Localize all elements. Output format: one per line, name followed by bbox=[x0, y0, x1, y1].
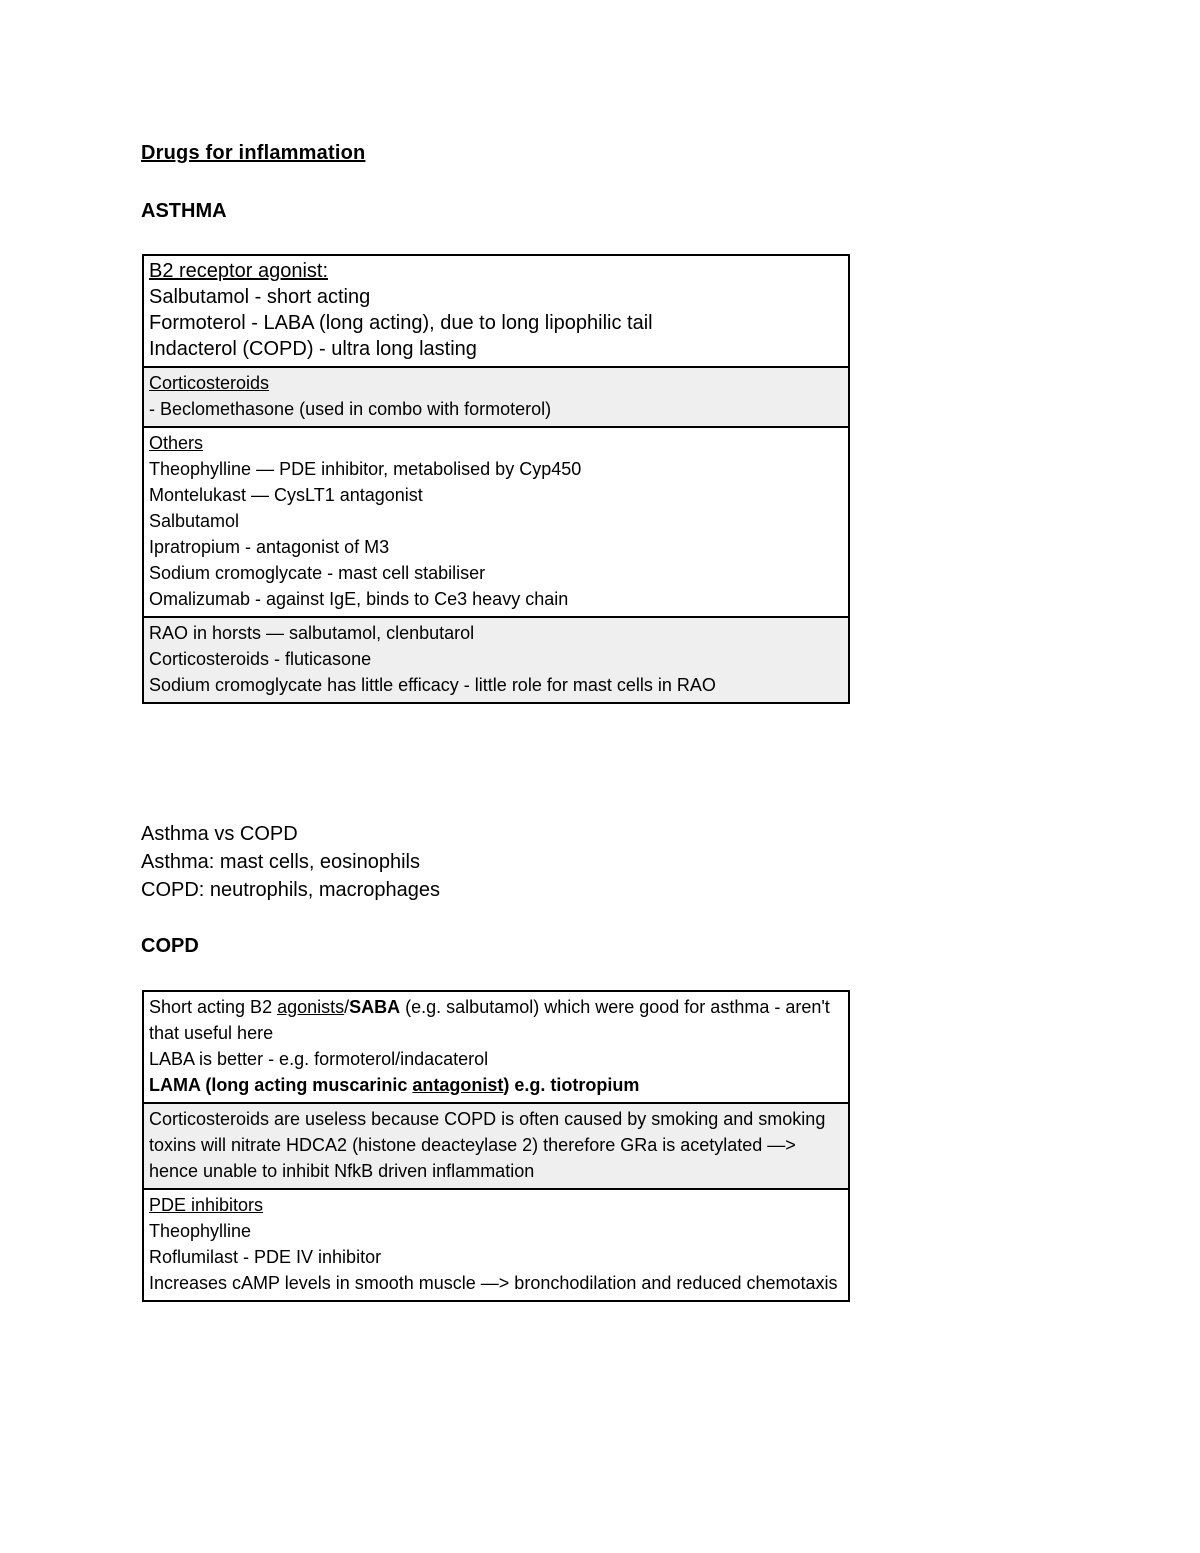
b2-agonist-line: Salbutamol - short acting bbox=[149, 286, 371, 308]
comparison-line: COPD: neutrophils, macrophages bbox=[141, 879, 441, 901]
copd-cell-agonists bbox=[143, 991, 849, 1103]
rao-line: RAO in horsts — salbutamol, clenbutarol bbox=[149, 623, 475, 643]
copd-table bbox=[142, 990, 850, 1302]
agonists-underlined: agonists bbox=[277, 997, 345, 1017]
others-heading: Others bbox=[149, 433, 204, 453]
others-line: Omalizumab - against IgE, binds to Ce3 heavy chain bbox=[149, 589, 569, 609]
rao-line: Corticosteroids - fluticasone bbox=[149, 649, 372, 669]
asthma-row-b2-agonists bbox=[143, 255, 849, 367]
b2-agonist-heading: B2 receptor agonist: bbox=[149, 260, 328, 282]
asthma-cell-corticosteroids bbox=[143, 367, 849, 427]
lama-text-part: ) e.g. tiotropium bbox=[503, 1075, 640, 1095]
corticosteroids-heading: Corticosteroids bbox=[149, 373, 270, 393]
saba-bold: SABA bbox=[349, 997, 401, 1017]
comparison-line: Asthma vs COPD bbox=[141, 823, 298, 845]
asthma-row-others bbox=[143, 427, 849, 617]
asthma-row-rao bbox=[143, 617, 849, 703]
copd-row-corticosteroids bbox=[143, 1103, 849, 1189]
b2-agonist-line: Indacterol (COPD) - ultra long lasting bbox=[149, 338, 477, 360]
asthma-vs-copd-block bbox=[141, 820, 440, 904]
asthma-cell-b2-agonists bbox=[143, 255, 849, 367]
copd-row-agonists bbox=[143, 991, 849, 1103]
rao-line: Sodium cromoglycate has little efficacy - little role for mast cells in RAO bbox=[149, 675, 716, 695]
antagonist-underlined: antagonist bbox=[412, 1075, 504, 1095]
asthma-heading: ASTHMA bbox=[141, 200, 227, 222]
others-line: Montelukast — CysLT1 antagonist bbox=[149, 485, 423, 505]
pde-inhibitors-heading: PDE inhibitors bbox=[149, 1195, 264, 1215]
others-line: Ipratropium - antagonist of M3 bbox=[149, 537, 390, 557]
slash-text: / bbox=[344, 997, 350, 1017]
asthma-row-corticosteroids bbox=[143, 367, 849, 427]
lama-line bbox=[149, 1072, 843, 1098]
saba-text-part: (e.g. salbutamol) which were good for asthma - aren't that useful here bbox=[149, 997, 830, 1043]
corticosteroids-copd-text: Corticosteroids are useless because COPD is often caused by smoking and smoking toxins will nitrate HDCA2 (histone deacteylase 2) therefore GRa is acetylated —> hence unable to inhibit NfkB driven inflammation bbox=[149, 1109, 826, 1181]
document-title: Drugs for inflammation bbox=[141, 142, 366, 164]
comparison-line: Asthma: mast cells, eosinophils bbox=[141, 851, 421, 873]
others-line: Theophylline — PDE inhibitor, metabolised by Cyp450 bbox=[149, 459, 582, 479]
pde-line: Increases cAMP levels in smooth muscle —> bronchodilation and reduced chemotaxis bbox=[149, 1273, 838, 1293]
copd-row-pde-inhibitors bbox=[143, 1189, 849, 1301]
copd-cell-pde-inhibitors bbox=[143, 1189, 849, 1301]
asthma-cell-rao bbox=[143, 617, 849, 703]
pde-line: Roflumilast - PDE IV inhibitor bbox=[149, 1247, 382, 1267]
saba-text-part: Short acting B2 bbox=[149, 997, 278, 1017]
others-line: Salbutamol bbox=[149, 511, 240, 531]
pde-line: Theophylline bbox=[149, 1221, 252, 1241]
laba-line: LABA is better - e.g. formoterol/indacaterol bbox=[149, 1049, 489, 1069]
copd-cell-corticosteroids bbox=[143, 1103, 849, 1189]
corticosteroids-line: - Beclomethasone (used in combo with formoterol) bbox=[149, 399, 552, 419]
others-line: Sodium cromoglycate - mast cell stabiliser bbox=[149, 563, 486, 583]
copd-heading: COPD bbox=[141, 935, 199, 957]
asthma-table bbox=[142, 254, 850, 704]
b2-agonist-line: Formoterol - LABA (long acting), due to long lipophilic tail bbox=[149, 312, 653, 334]
lama-text-part: LAMA (long acting muscarinic bbox=[149, 1075, 413, 1095]
saba-sentence bbox=[149, 994, 843, 1046]
asthma-cell-others bbox=[143, 427, 849, 617]
